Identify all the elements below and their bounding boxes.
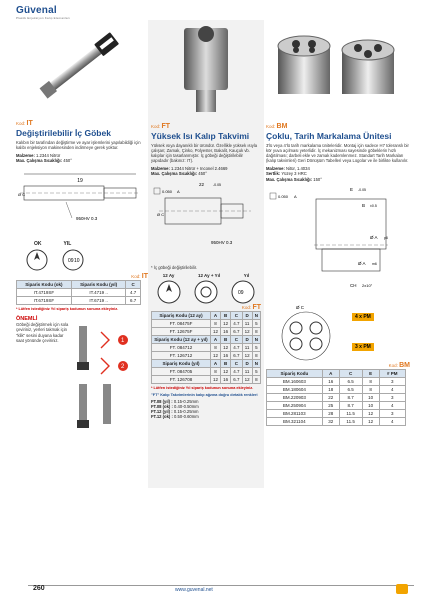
table-row: BM.220903 22 8.7 10 3	[267, 393, 406, 401]
table-row: FT. 126708 12 16 6.7 12 8	[152, 375, 261, 383]
ft-note: * İç göbeği değiştirilebilir.	[151, 264, 198, 270]
svg-text:Ø A: Ø A	[358, 260, 366, 266]
table-row: FT. 12675F 12 16 6.7 12 8	[152, 327, 261, 335]
table-row: FT. 08475F 8 12 4.7 11 5	[152, 319, 261, 327]
ft-code-badge-2: Kod: FT	[241, 303, 261, 311]
pm4-badge: 4 x PM	[352, 313, 374, 321]
yil-dial-icon	[62, 249, 84, 271]
svg-text:22: 22	[199, 181, 205, 187]
svg-text:09: 09	[68, 258, 74, 265]
onemli-heading: ÖNEMLİ	[16, 316, 38, 323]
svg-text:B: B	[362, 202, 366, 208]
ft-clearance-list: FT.08 (yıl) : 0.15-0.25mm FT.08 (ok) : 0.40-0.50mm FT.12 (yıl) : 0.15-0.25mm FT.12 (ok) : 0.50-0.60mm	[151, 398, 199, 419]
page-number: 260	[33, 585, 45, 592]
bm-description: 3'lü veya 4'lü tarih markalama üniteleridir. Montaj için sadece H7 toleranslı bir kör yuva açılması yeterlidir. İç mekanizması sayesinde göbeklerin hızlı dağıtılması; darbeli ekle ve zamak kademlenmez. Standart Tarih Markaları (kalıp takvimleri) Geri Dönüşüm Tabelleri veya Logolar ve ile birlikte kullanılır.	[266, 143, 409, 164]
svg-text:1: 1	[121, 338, 125, 345]
bm-title: Çoklu, Tarih Markalama Ünitesi	[266, 131, 392, 141]
table-row: BM.281103 28 11.5 12 3	[267, 409, 406, 417]
ft-code-badge: Kod: FT	[151, 123, 171, 130]
brand-logo: Güvenal Plastik Enjeksiyon Kalıp Elemanları	[16, 5, 71, 20]
svg-text:10: 10	[74, 258, 80, 265]
it-table-note: * Lütfen istediğiniz Yıl sipariş kodunun sonuna ekleyiniz.	[16, 307, 119, 312]
phi-c-label: Ø C	[18, 192, 26, 198]
pm3-badge: 3 x PM	[352, 343, 374, 351]
ft-title: Yüksek Isı Kalıp Takvimi	[151, 131, 250, 141]
bm-code-badge: Kod: BM	[266, 123, 288, 130]
bm-technical-drawing	[266, 185, 410, 297]
ft-dial-icons	[151, 280, 261, 304]
ft-12ay-yil-dial-icon	[194, 280, 218, 304]
bm-face-views	[266, 302, 410, 362]
g-logo-icon	[396, 584, 408, 594]
ft-description: Yüksek ısıya dayanıklı bir üründür. Özellikle yüksek ısıyla çalışan; Zamak, Çinko, Polyester, Bakalit, Kauçuk vb. kalıplar için tasarlanmıştır. İç göbeği değiştirilebilir yapıdadır (bakınız: IT).	[151, 143, 258, 164]
svg-text:2: 2	[121, 364, 125, 371]
ft-12ay-dial-icon	[157, 280, 181, 304]
svg-text:E: E	[350, 186, 354, 192]
table-row: FT. 084712 8 12 4.7 11 5	[152, 343, 261, 351]
table-row: IT.4719SF IT.4719 .. 4.7	[17, 289, 141, 297]
dial-icons	[26, 249, 148, 271]
ft-yil-dial-icon	[231, 280, 255, 304]
bm-code-badge-2: Kod: BM	[388, 361, 410, 369]
table-row: FT. 084705 8 12 4.7 11 5	[152, 367, 261, 375]
table-row: BM.180604 18 6.5 8 4	[267, 385, 406, 393]
bm-product-photo	[266, 20, 410, 118]
svg-text:±0.5: ±0.5	[370, 203, 377, 208]
svg-text:Ø C: Ø C	[296, 304, 305, 310]
it-order-table: Siparis Kodu (ok) Siparis Kodu (yıl) C IT.4719SF IT.4719 .. 4.7 IT.6719SF IT.6719 .. 6.7	[16, 280, 141, 305]
svg-text:A: A	[294, 193, 297, 199]
svg-text:A: A	[177, 188, 180, 194]
ok-dial-icon	[26, 249, 48, 271]
bm-face-drawing	[266, 302, 346, 362]
table-row: IT.6719SF IT.6719 .. 6.7	[17, 297, 141, 305]
table-row: BM.160603 16 6.5 8 3	[267, 377, 406, 385]
footer-rule	[28, 585, 414, 586]
svg-text:0.050: 0.050	[162, 188, 173, 194]
footer-url[interactable]: www.guvenal.net	[175, 587, 213, 593]
table-row: BM.250904 25 8.7 10 4	[267, 401, 406, 409]
table-row: BM.321104 32 11.5 12 4	[267, 417, 406, 425]
section-it: Kod: IT Değiştirilebilir İç Göbek Kalıbın bir tarafından değiştirme ve ayar işlemlerini yapılabildiği için kalıbı enjeksiyon makinesinden indirmeye gerek yoktur. Malzeme: 1.2344 Nitrür Max. Çalışma Sıcaklığı: 450° 19 Ø C 950HV 0.3 OK YIL 09 10 Kod: IT Siparis Kodu (ok) Siparis Kodu (yıl) C IT.4719SF IT.4719 .. 4.7 IT.6719SF IT.6719 .. 6.7 * Lütfen istediğiniz Yıl sipariş kodunun sonuna ekleyiniz. ÖNEMLİ Göbeği değiştirmek için sola çeviriniz, yerleri takmak için "klik" sesini duyana kadar saat yönünde çeviriniz. 1 2	[16, 20, 148, 432]
it-code-badge: Kod: IT	[16, 120, 33, 127]
it-title: Değiştirilebilir İç Göbek	[16, 128, 111, 138]
svg-text:Ø C: Ø C	[157, 211, 165, 217]
it-description: Kalıbın bir tarafından değiştirme ve ayar işlemlerini yapılabildiği için kalıbı enjeksiyon makinesinden indirmeye gerek yoktur.	[16, 140, 141, 151]
section-bm: Kod: BM Çoklu, Tarih Markalama Ünitesi 3'lü veya 4'lü tarih markalama üniteleridir. Montaj için sadece H7 toleranslı bir kör yuva açılması yeterlidir. İç mekanizması sayesinde göbeklerin hızlı dağıtılması; darbeli ekle ve zamak kademlenmez. Standart Tarih Markaları (kalıp takvimleri) Geri Dönüşüm Tabelleri veya Logolar ve ile birlikte kullanılır. Malzeme: Nitür, 1.4034 Sertlik: Yüzey 3 HRC Max. Çalışma Sıcaklığı: 150° 0.050 A E -0.05 B ±0.5 Ø A p6 Ø A m6 CH 2x10° Ø C 4 x PM 3 x PM Kod: BM Sipariş Kodu A C E # PM BM.160603 16 6.5 8 3 BM.180604 18 6.5 8 4 BM.220903 22 8.7 10 3 BM.250904 25 8.7 10 4 BM.281103 28 11.5 12 3 BM.321104 32 11.5 12 4	[266, 20, 410, 426]
table-row: FT. 126712 12 16 6.7 12 8	[152, 351, 261, 359]
it-code-badge-2: Kod: IT	[131, 273, 148, 281]
svg-text:-0.05: -0.05	[213, 182, 221, 187]
bm-order-table: Sipariş Kodu A C E # PM BM.160603 16 6.5 8 3 BM.180604 18 6.5 8 4 BM.220903 22 8.7 10 3 BM.250904 25 8.7 10 4 BM.281103 28 11.5 12 3 BM.321104 32 11.5 12 4	[266, 369, 406, 426]
svg-text:2x10°: 2x10°	[362, 282, 373, 288]
svg-text:-0.05: -0.05	[358, 187, 366, 192]
it-product-photo	[26, 20, 126, 115]
dial-labels: OK YIL	[34, 241, 72, 248]
ft-technical-drawing	[151, 180, 261, 260]
ft-clearance-title: "FT" Kalıp Takvimlerinin kalıp ağzına doğru dırtalık renkleri	[151, 392, 258, 397]
ft-order-table: Sipariş Kodu (12 ay) A B C D N FT. 08475F 8 12 4.7 11 5 FT. 12675F 12 16 6.7 12 8 Sipariş Kodu (12 ay + yıl) A B C D N FT. 084712 8 12 4.7 11 5 FT. 126712 12 16 6.7 12 8 Sipariş Kodu (yıl) A B C D N FT. 084705 8 12 4.7 11 5 FT. 126708 12 16 6.7 12 8	[151, 311, 261, 384]
svg-text:19: 19	[77, 178, 83, 185]
ft-product-photo	[148, 20, 264, 118]
svg-text:950HV 0.3: 950HV 0.3	[76, 216, 98, 222]
svg-text:Ø A: Ø A	[370, 234, 378, 240]
svg-text:CH: CH	[350, 282, 357, 288]
svg-text:m6: m6	[372, 261, 377, 266]
it-usage-illustration	[71, 322, 141, 432]
it-technical-drawing	[16, 168, 146, 236]
svg-text:p6: p6	[384, 235, 388, 240]
onemli-text: Göbeği değiştirmek için sola çeviriniz, yerleri takmak için "klik" sesini duyana kadar saat yönünde çeviriniz.	[16, 322, 69, 343]
svg-text:09: 09	[237, 289, 244, 296]
section-ft: Kod: FT Yüksek Isı Kalıp Takvimi Yüksek ısıya dayanıklı bir üründür. Özellikle yüksek ısıyla çalışan; Zamak, Çinko, Polyester, Bakalit, Kauçuk vb. kalıplar için tasarlanmıştır. İç göbeği değiştirilebilir yapıdadır (bakınız: IT). Malzeme: 1.2344 Nitrür + Inconel 2.4669 Max. Çalışma Sıcaklığı: 450° 22 -0.05 0.050 A Ø C 950HV 0.3 * İç göbeği değiştirilebilir. 12 Ay 12 Ay + Yıl Yıl 09 Kod: FT Sipariş Kodu (12 ay) A B C D N FT. 08475F 8 12 4.7 11 5 FT. 12675F 12 16 6.7 12 8 Sipariş Kodu (12 ay + yıl) A B C D N FT. 084712 8 12 4.7 11 5 FT. 126712 12 16 6.7 12 8 Sipariş Kodu (yıl) A B C D N FT. 084705 8 12 4.7 11 5 FT. 126708 12 16 6.7 12 8 * Lütfen istediğiniz Yıl sipariş kodunun sonuna ekleyiniz. "FT" Kalıp Takvimlerinin kalıp ağzına doğru dırtalık renkleri FT.08 (yıl) : 0.15-0.25mm FT.08 (ok) : 0.40-0.50mm FT.12 (yıl) : 0.15-0.25mm FT.12 (ok) : 0.50-0.60mm	[148, 20, 264, 488]
svg-text:950HV 0.3: 950HV 0.3	[211, 239, 233, 245]
ft-table-note: * Lütfen istediğiniz Yıl sipariş kodunun sonuna ekleyiniz.	[151, 385, 254, 390]
svg-text:0.050: 0.050	[278, 193, 289, 199]
